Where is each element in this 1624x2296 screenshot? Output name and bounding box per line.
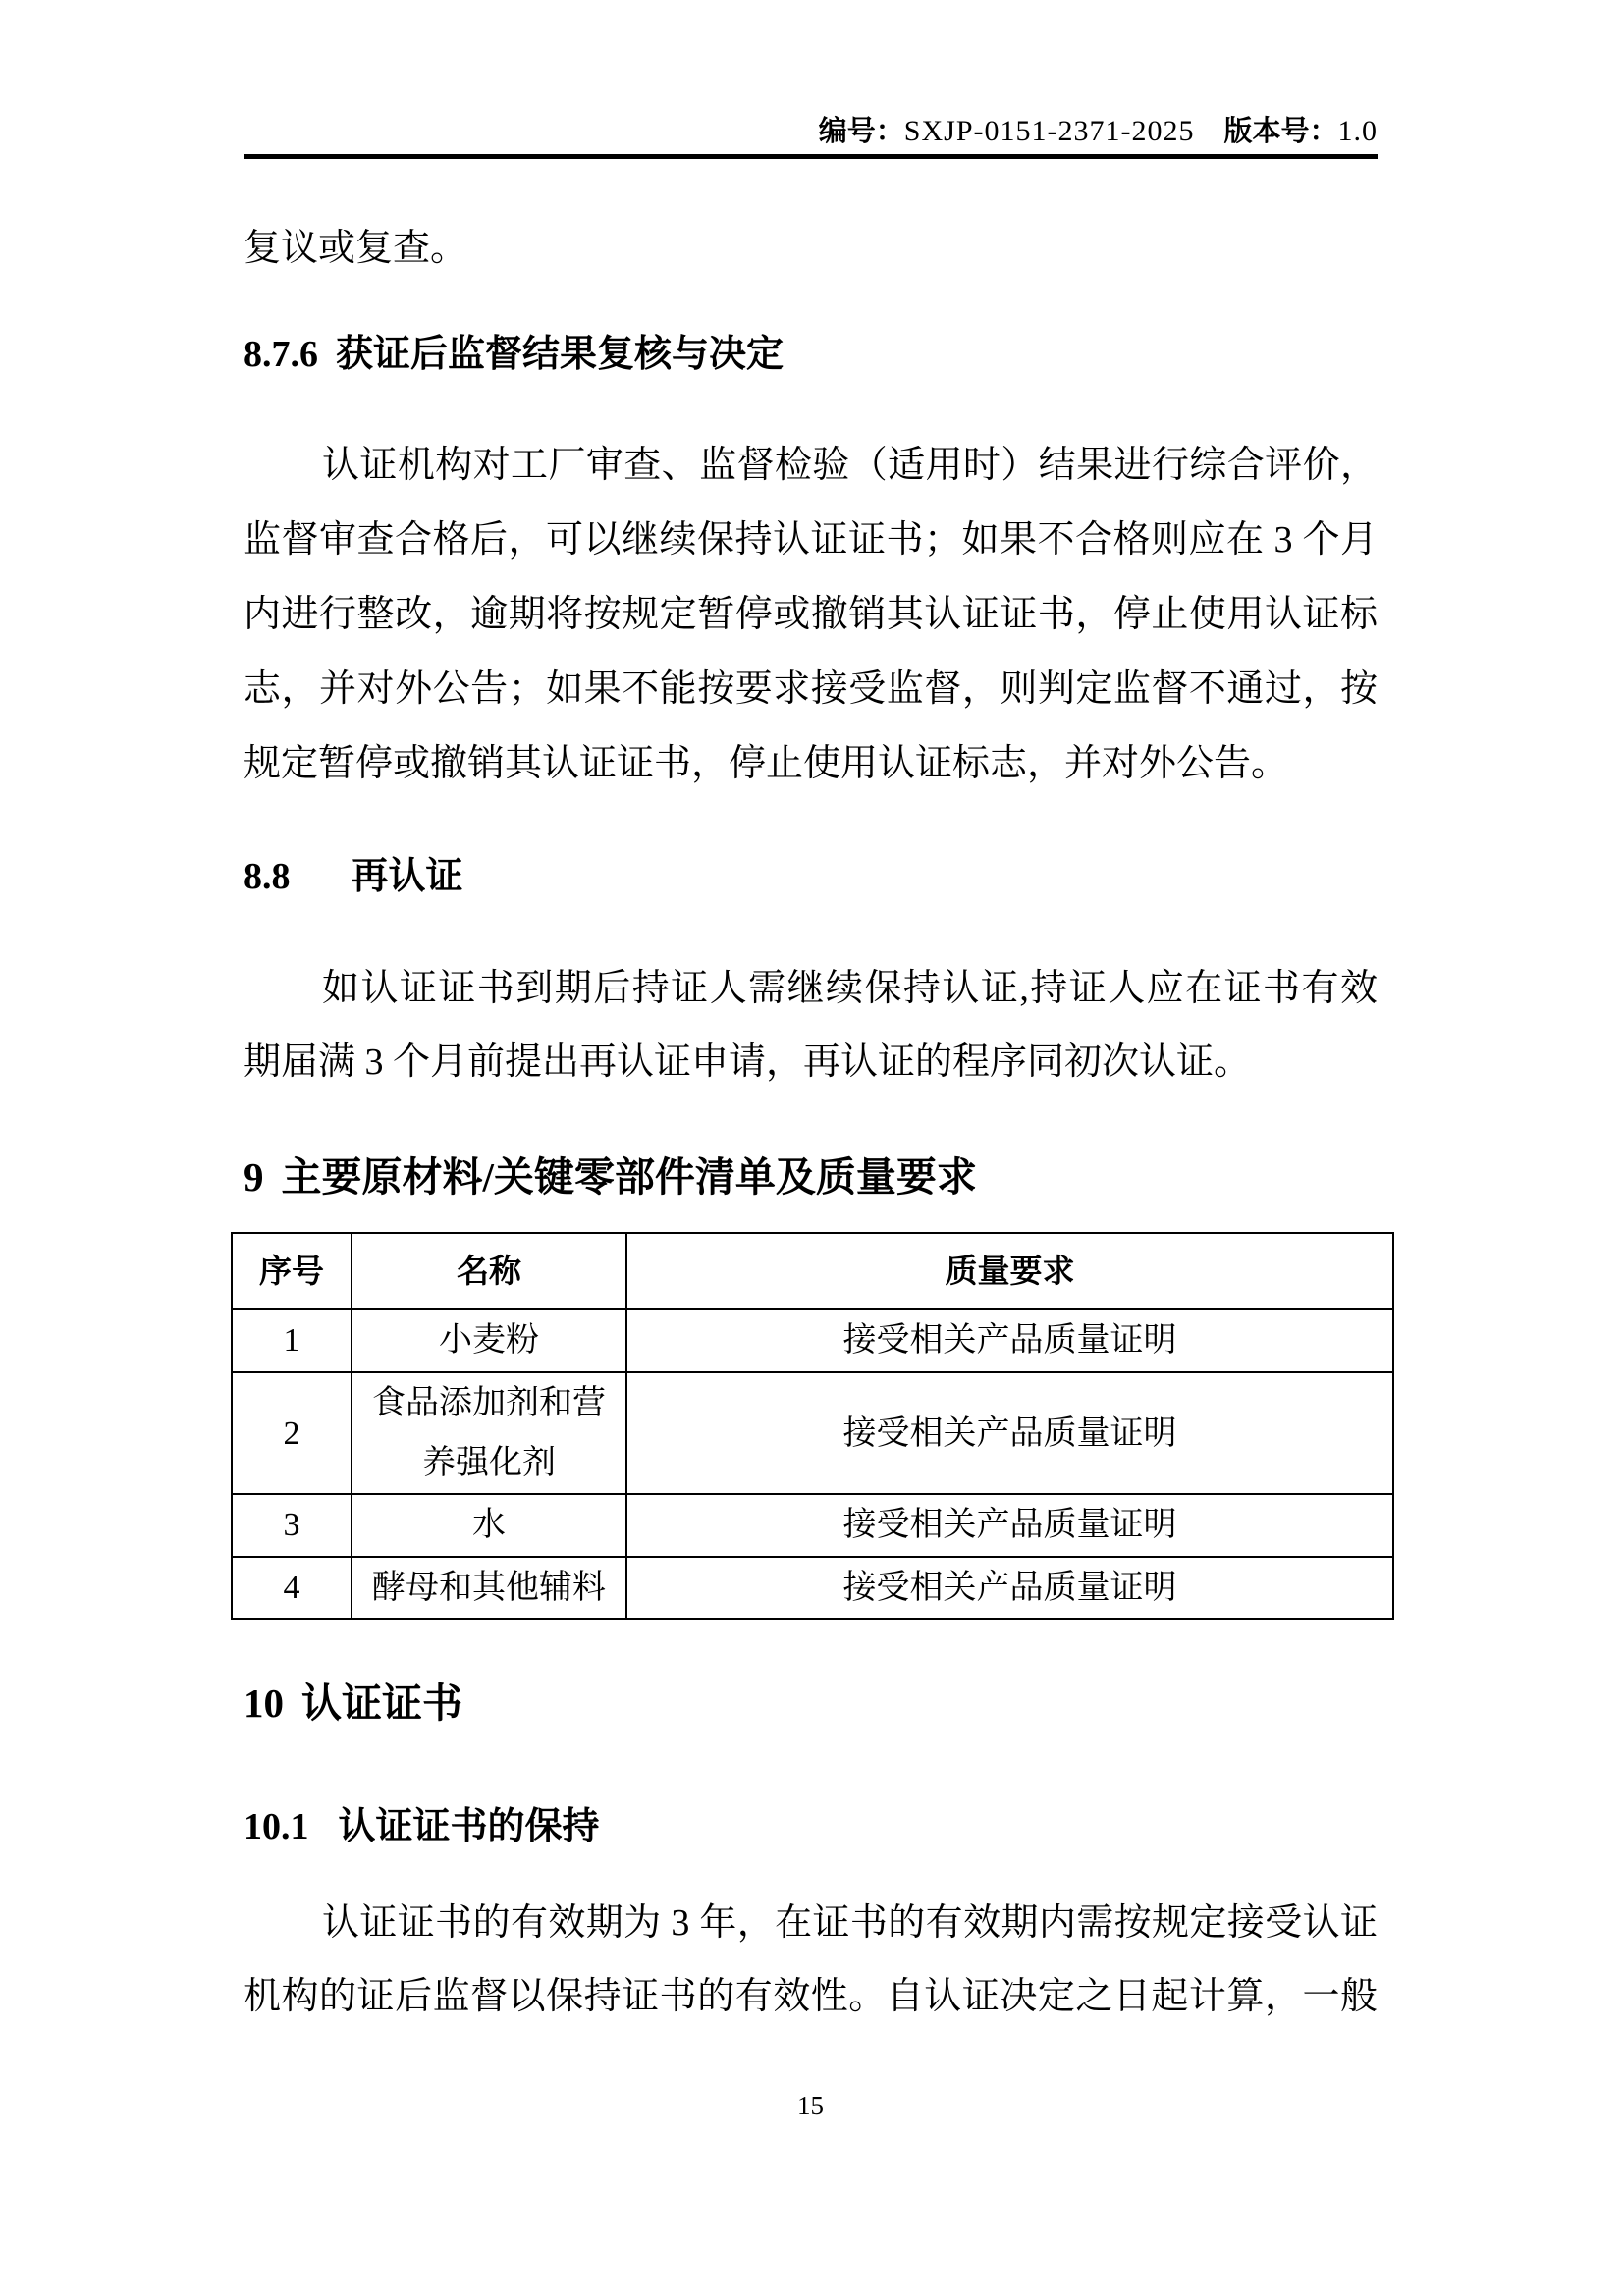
body-line: 志，并对外公告；如果不能按要求接受监督，则判定监督不通过，按 — [244, 668, 1378, 710]
heading-10-1-number: 10.1 — [244, 1806, 309, 1847]
heading-9 — [244, 1154, 1520, 1201]
body-line-continued: 复议或复查。 — [244, 228, 468, 269]
heading-8-7-6 — [244, 334, 1520, 377]
cell-no: 2 — [232, 1372, 352, 1494]
body-line: 认证证书的有效期为 3 年，在证书的有效期内需按规定接受认证 — [322, 1902, 1378, 1944]
page-header — [244, 114, 1378, 149]
cell-name: 酵母和其他辅料 — [352, 1557, 626, 1619]
heading-8-7-6-title: 获证后监督结果复核与决定 — [336, 334, 785, 375]
doc-version-label: 版本号： — [1223, 116, 1338, 147]
body-line: 如认证证书到期后持证人需继续保持认证,持证人应在证书有效 — [322, 968, 1378, 1009]
cell-name: 水 — [352, 1494, 626, 1556]
body-line: 规定暂停或撤销其认证证书，停止使用认证标志，并对外公告。 — [244, 743, 1289, 784]
cell-requirement: 接受相关产品质量证明 — [626, 1309, 1393, 1372]
heading-9-number: 9 — [244, 1154, 264, 1200]
table-header-row — [232, 1233, 1393, 1309]
heading-8-8-title: 再认证 — [351, 856, 463, 897]
table-row — [232, 1494, 1393, 1556]
cell-name: 小麦粉 — [352, 1309, 626, 1372]
heading-10-title: 认证证书 — [301, 1681, 462, 1726]
cell-requirement: 接受相关产品质量证明 — [626, 1372, 1393, 1494]
table-row — [232, 1557, 1393, 1619]
cell-requirement: 接受相关产品质量证明 — [626, 1557, 1393, 1619]
heading-10 — [244, 1681, 1520, 1727]
materials-table — [231, 1232, 1394, 1620]
heading-8-8-number: 8.8 — [244, 856, 291, 897]
heading-9-title: 主要原材料/关键零部件清单及质量要求 — [281, 1154, 977, 1200]
column-header-name: 名称 — [352, 1233, 626, 1309]
header-rule — [244, 154, 1378, 159]
heading-10-number: 10 — [244, 1681, 284, 1726]
table-row — [232, 1372, 1393, 1494]
heading-10-1-title: 认证证书的保持 — [338, 1806, 600, 1847]
cell-no: 4 — [232, 1557, 352, 1619]
cell-no: 3 — [232, 1494, 352, 1556]
cell-no: 1 — [232, 1309, 352, 1372]
cell-name: 食品添加剂和营养强化剂 — [352, 1372, 626, 1494]
column-header-requirement: 质量要求 — [626, 1233, 1393, 1309]
heading-8-8 — [244, 856, 1520, 899]
page-number: 15 — [797, 2091, 824, 2120]
body-line: 认证机构对工厂审查、监督检验（适用时）结果进行综合评价， — [322, 445, 1378, 486]
body-line: 机构的证后监督以保持证书的有效性。自认证决定之日起计算，一般 — [244, 1976, 1378, 2017]
doc-number-value: SXJP-0151-2371-2025 — [903, 115, 1195, 147]
heading-8-7-6-number: 8.7.6 — [244, 334, 318, 375]
doc-number-label: 编号： — [818, 116, 904, 147]
heading-10-1 — [244, 1806, 1520, 1849]
column-header-no: 序号 — [232, 1233, 352, 1309]
body-line: 期届满 3 个月前提出再认证申请，再认证的程序同初次认证。 — [244, 1041, 1252, 1083]
body-line: 内进行整改，逾期将按规定暂停或撤销其认证证书，停止使用认证标 — [244, 594, 1378, 635]
cell-requirement: 接受相关产品质量证明 — [626, 1494, 1393, 1556]
table-row — [232, 1309, 1393, 1372]
doc-version-value: 1.0 — [1337, 115, 1378, 147]
body-line: 监督审查合格后，可以继续保持认证证书；如果不合格则应在 3 个月 — [244, 519, 1378, 561]
